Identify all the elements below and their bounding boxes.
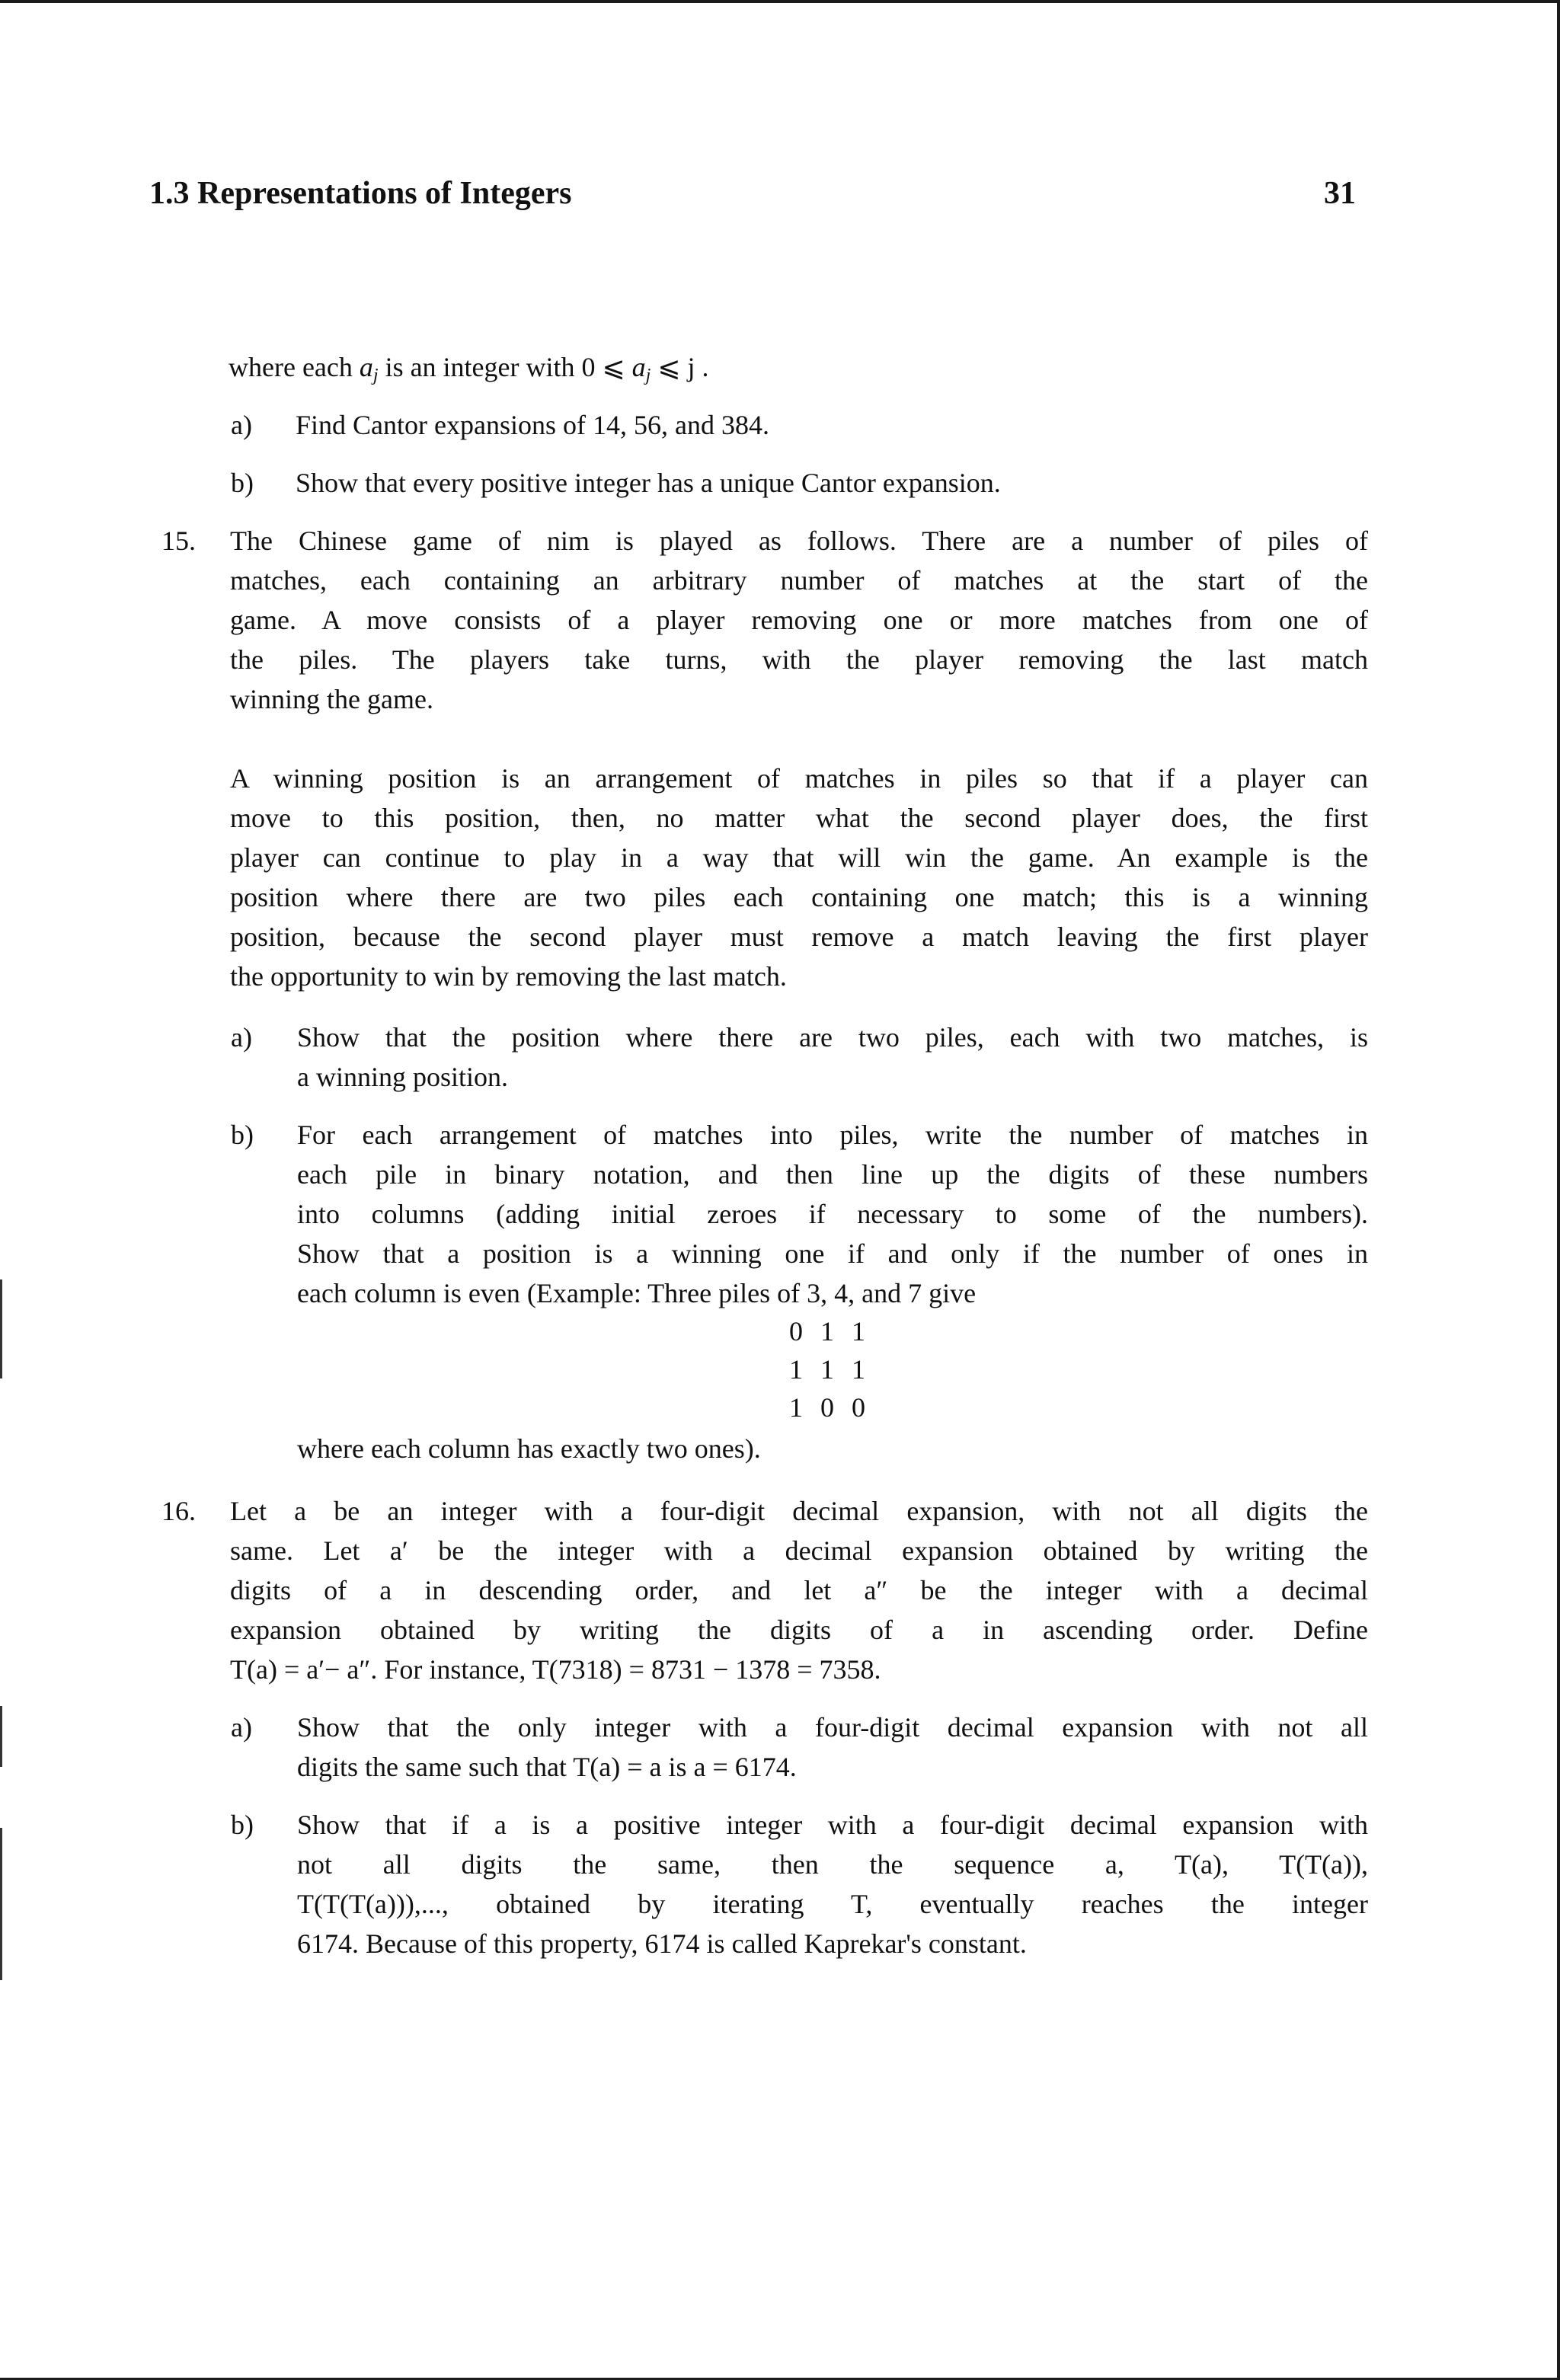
item-label: b) (231, 1810, 254, 1840)
binary-row: 0 1 1 (789, 1316, 865, 1347)
paragraph-line: position, because the second player must remove a match leaving the first player (230, 922, 1368, 952)
item-line: into columns (adding initial zeroes if necessary to some of the numbers). (297, 1199, 1368, 1229)
paragraph-line: A winning position is an arrangement of matches in piles so that if a player can (230, 763, 1368, 794)
paragraph-line: the opportunity to win by removing the last match. (230, 961, 787, 992)
item-line: where each column has exactly two ones). (297, 1433, 761, 1464)
paragraph-line: expansion obtained by writing the digits of a in ascending order. Define (230, 1615, 1368, 1645)
item-line: For each arrangement of matches into piles, write the number of matches in (297, 1120, 1368, 1150)
item-line: each pile in binary notation, and then line up the digits of these numbers (297, 1159, 1368, 1190)
paragraph-line: game. A move consists of a player removing one or more matches from one of (230, 605, 1368, 635)
section-title: 1.3 Representations of Integers (149, 176, 572, 211)
scan-edge-mark (0, 1828, 2, 1980)
paragraph-line: move to this position, then, no matter what the second player does, the first (230, 803, 1368, 833)
binary-row: 1 1 1 (789, 1354, 865, 1385)
paragraph-line: same. Let a′ be the integer with a decimal expansion obtained by writing the (230, 1535, 1368, 1566)
paragraph-line: player can continue to play in a way that will win the game. An example is the (230, 842, 1368, 873)
item-label: b) (231, 468, 254, 498)
item-line: a winning position. (297, 1062, 508, 1092)
scan-edge-mark (0, 1279, 2, 1378)
exercise-number: 16. (161, 1496, 196, 1526)
item-label: a) (231, 1712, 252, 1743)
scan-border-top (0, 0, 1560, 3)
item-line: Show that the position where there are two piles, each with two matches, is (297, 1022, 1368, 1053)
paragraph-line: matches, each containing an arbitrary number of matches at the start of the (230, 565, 1368, 596)
item-line: digits the same such that T(a) = a is a = 6174. (297, 1752, 797, 1782)
item-text: Show that every positive integer has a unique Cantor expansion. (296, 468, 1001, 498)
paragraph-line: digits of a in descending order, and let a″ be the integer with a decimal (230, 1575, 1368, 1605)
page-number: 31 (1324, 176, 1356, 211)
item-line: 6174. Because of this property, 6174 is called Kaprekar's constant. (297, 1928, 1027, 1959)
item-label: a) (231, 1022, 252, 1053)
item-line: each column is even (Example: Three piles of 3, 4, and 7 give (297, 1278, 977, 1308)
scan-border-right (1557, 0, 1560, 2380)
item-line: Show that the only integer with a four-digit decimal expansion with not all (297, 1712, 1368, 1743)
item-line: T(T(T(a))),..., obtained by iterating T, eventually reaches the integer (297, 1889, 1368, 1919)
paragraph-line: winning the game. (230, 684, 433, 714)
paragraph-line: The Chinese game of nim is played as follows. There are a number of piles of (230, 526, 1368, 556)
item-line: not all digits the same, then the sequence a, T(a), T(T(a)), (297, 1849, 1368, 1880)
paragraph-line: the piles. The players take turns, with the player removing the last match (230, 644, 1368, 675)
item-line: Show that a position is a winning one if and only if the number of ones in (297, 1238, 1368, 1269)
paragraph-line: position where there are two piles each containing one match; this is a winning (230, 882, 1368, 912)
item-label: a) (231, 410, 252, 440)
paragraph-line: T(a) = a′− a″. For instance, T(7318) = 8731 − 1378 = 7358. (230, 1654, 881, 1685)
item-text: Find Cantor expansions of 14, 56, and 384. (296, 410, 769, 440)
binary-row: 1 0 0 (789, 1392, 865, 1423)
item-line: Show that if a is a positive integer with a four-digit decimal expansion with (297, 1810, 1368, 1840)
paragraph-line: Let a be an integer with a four-digit decimal expansion, with not all digits the (230, 1496, 1368, 1526)
scan-edge-mark (0, 1706, 2, 1767)
item-label: b) (231, 1120, 254, 1150)
exercise-number: 15. (161, 526, 196, 556)
intro-where-line: where each $a_j$ is an integer with 0 ⩽ $a_j$ ⩽ j . (229, 352, 709, 385)
